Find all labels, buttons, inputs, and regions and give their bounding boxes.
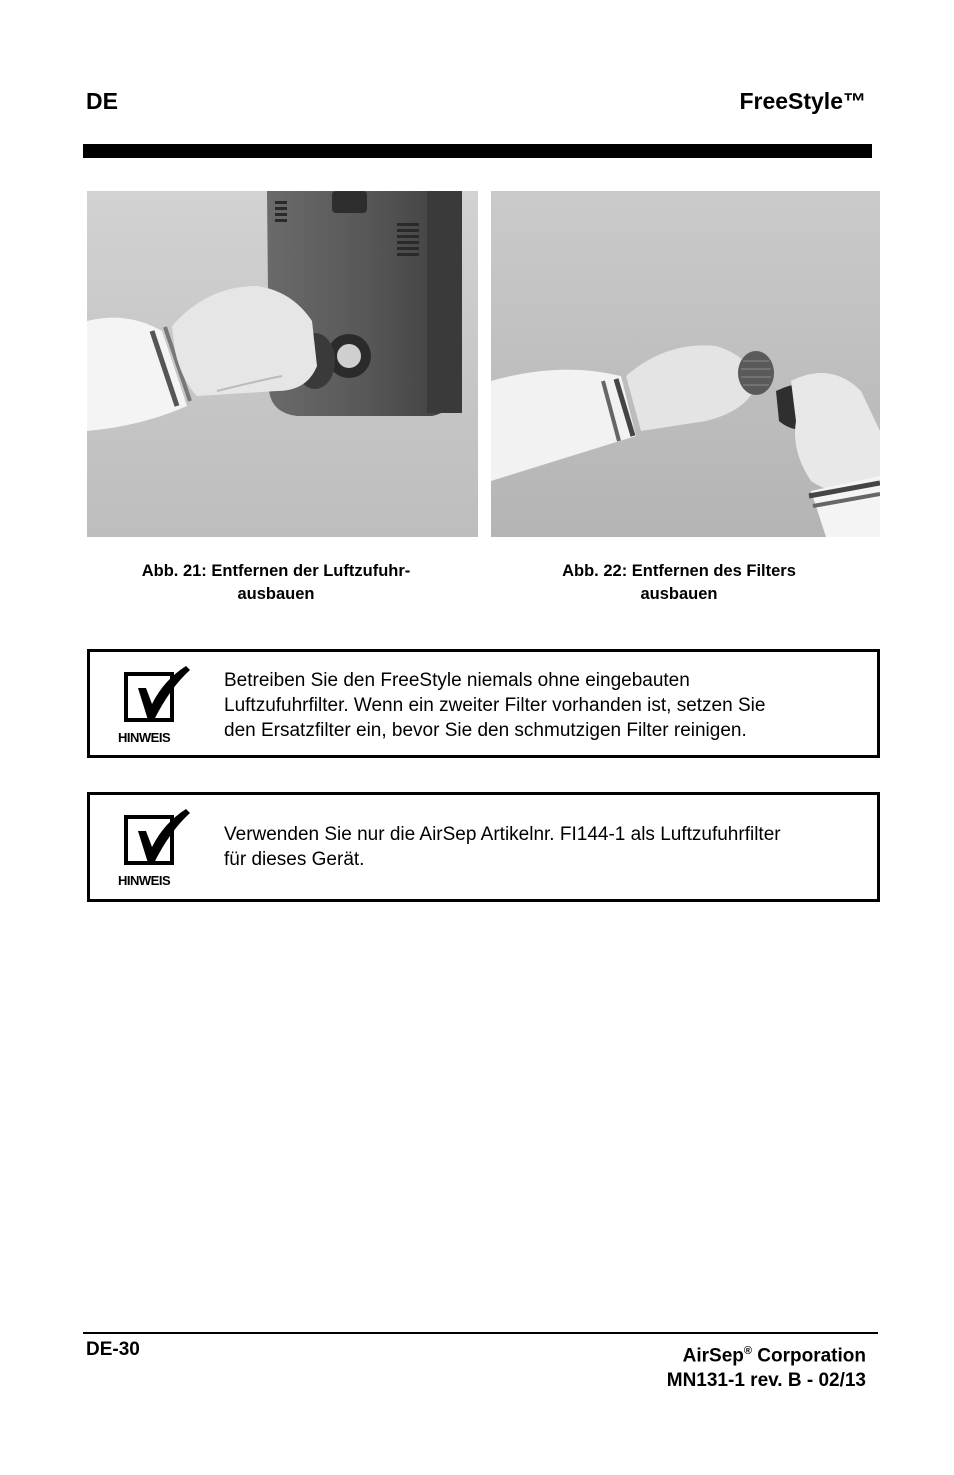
note-text [224, 668, 869, 743]
doc-reference: MN131-1 rev. B - 02/13 [666, 1370, 866, 1392]
page-number: DE-30 [86, 1339, 140, 1360]
figure-22-caption [500, 560, 858, 606]
note-line: Betreiben Sie den FreeStyle niemals ohne eingebauten [224, 670, 690, 691]
registered-mark: ® [743, 1345, 752, 1357]
checkbox-icon [118, 664, 190, 750]
figure-21-caption [96, 560, 456, 606]
figure-22-photo [491, 191, 880, 537]
note-box [87, 649, 880, 758]
header-rule [83, 144, 872, 158]
caption-line: Abb. 21: Entfernen der Luftzufuhr- [141, 562, 411, 580]
note-box [87, 792, 880, 902]
footer-company [667, 1339, 866, 1393]
checkbox-icon [118, 807, 190, 893]
note-line: Luftzufuhrfilter. Wenn ein zweiter Filter vorhanden ist, setzen Sie [224, 695, 766, 716]
note-line: für dieses Gerät. [224, 849, 365, 870]
header-language: DE [86, 88, 118, 114]
caption-line: ausbauen [237, 585, 315, 603]
note-icon-label: HINWEIS [118, 730, 171, 745]
caption-line: Abb. 22: Entfernen des Filters [562, 562, 796, 580]
figure-21-photo [87, 191, 478, 537]
note-line: Verwenden Sie nur die AirSep Artikelnr. FI144-1 als Luftzufuhrfilter [224, 824, 781, 845]
footer-rule [83, 1332, 878, 1334]
note-icon-label: HINWEIS [118, 873, 171, 888]
company-name: AirSep® Corporation [682, 1345, 866, 1367]
note-text [224, 822, 869, 872]
caption-line: ausbauen [640, 585, 718, 603]
header-product: FreeStyle™ [739, 88, 866, 114]
note-line: den Ersatzfilter ein, bevor Sie den schmutzigen Filter reinigen. [224, 720, 747, 741]
